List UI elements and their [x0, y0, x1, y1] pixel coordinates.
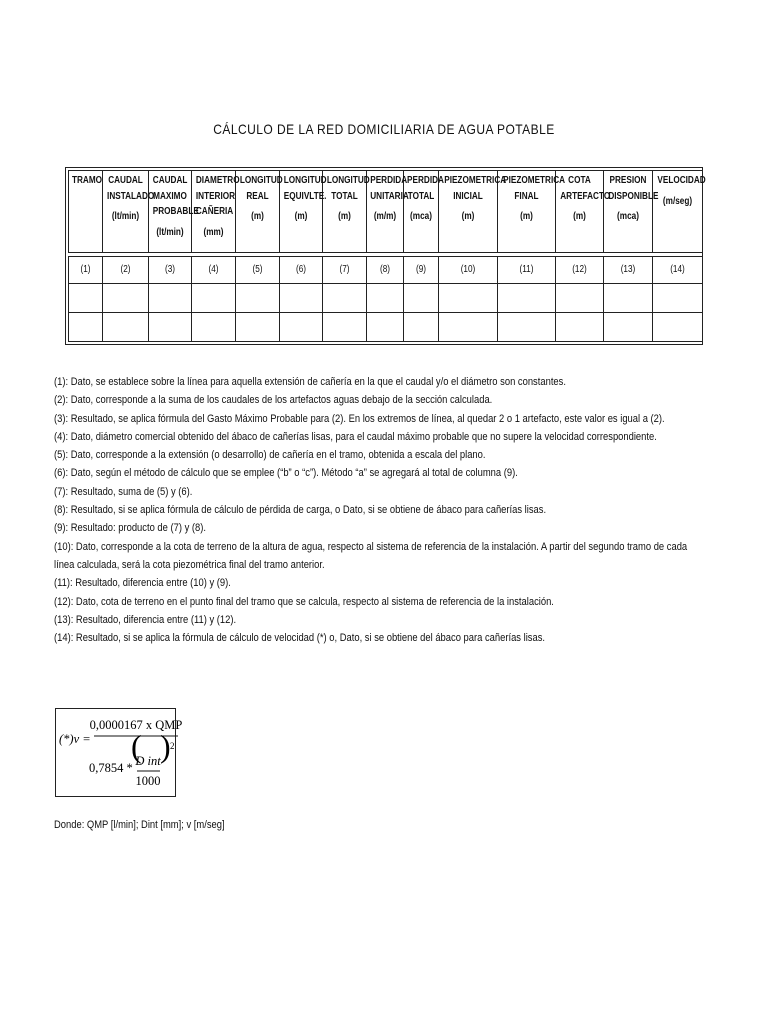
note-line: (6): Dato, según el método de cálculo que se emplee (“b” o “c”). Método “a” se agregará al total de columna (9).	[54, 467, 518, 480]
column-number: (1)	[80, 264, 91, 275]
column-header-line: CAÑERIA	[195, 206, 234, 217]
column-header-line: LONGITUD	[239, 175, 283, 186]
column-number-cell	[236, 257, 280, 284]
column-unit: (mca)	[410, 211, 432, 222]
velocity-formula-graphic	[56, 709, 183, 798]
table-cell	[653, 313, 703, 342]
column-number: (5)	[252, 264, 263, 275]
column-header	[404, 171, 444, 253]
column-header-line: INTERIOR	[195, 190, 236, 202]
column-header-line: LONGITUD	[326, 175, 370, 186]
column-header-line: EQUIVLTE.	[283, 190, 327, 202]
note-line: (12): Dato, cota de terreno en el punto final del tramo que se calcula, respecto al sistema de referencia de la instalación.	[54, 595, 554, 608]
table-header-row	[69, 171, 703, 253]
table-cell	[604, 284, 653, 313]
table-cell	[367, 284, 404, 313]
column-header-line: INSTALADO	[107, 190, 155, 202]
column-number-cell	[149, 257, 192, 284]
column-header-line: MAXIMO	[153, 190, 187, 202]
table-cell	[498, 284, 556, 313]
column-header-line: PERDIDA	[370, 175, 408, 186]
column-header	[280, 171, 327, 253]
note-line: (3): Resultado, se aplica fórmula del Gasto Máximo Probable para (2). En los extremos de línea, al quedar 2 o 1 artefacto, este valor es igual a (2).	[54, 412, 665, 425]
formula-left-paren: (	[131, 728, 142, 764]
table-cell	[103, 284, 149, 313]
column-header-line: CAUDAL	[108, 175, 143, 186]
table-cell	[556, 313, 604, 342]
column-header-line: PRESION	[609, 175, 647, 186]
column-header	[653, 171, 706, 253]
column-header-line: DIAMETRO	[195, 175, 240, 186]
table-cell	[367, 313, 404, 342]
column-unit: (m/seg)	[662, 195, 693, 207]
table-cell	[192, 284, 236, 313]
column-unit: (m)	[573, 211, 586, 222]
column-unit: (lt/min)	[156, 226, 184, 238]
column-header	[323, 171, 370, 253]
note-line: (7): Resultado, suma de (5) y (6).	[54, 485, 193, 498]
table-cell	[404, 284, 439, 313]
column-header	[604, 171, 659, 253]
column-header-line: ARTEFACTO	[560, 190, 611, 202]
column-number-cell	[280, 257, 323, 284]
table-column-number-row	[69, 257, 703, 284]
table-cell	[280, 284, 323, 313]
table-cell	[236, 313, 280, 342]
column-header-line: REAL	[246, 190, 269, 202]
column-number: (3)	[164, 264, 176, 275]
table-cell	[192, 313, 236, 342]
formula-inner-numerator: D int	[135, 754, 161, 768]
column-number-cell	[404, 257, 439, 284]
table-cell	[498, 313, 556, 342]
column-number: (12)	[572, 264, 587, 275]
column-unit: (m)	[294, 211, 308, 222]
column-header	[192, 171, 240, 253]
formula-exponent: 2	[170, 741, 175, 751]
column-header-line: VELOCIDAD	[657, 175, 706, 186]
column-number: (8)	[379, 264, 391, 275]
calculation-table-frame	[65, 167, 706, 345]
note-line: (5): Dato, corresponde a la extensión (o desarrollo) de cañería en el tramo, obtenida a escala del plano.	[54, 449, 486, 462]
formula-lhs: (*)v =	[59, 732, 91, 746]
note-line: (14): Resultado, si se aplica la fórmula de cálculo de velocidad (*) o, Dato, si se obtiene del ábaco para cañerías lisas.	[54, 632, 546, 645]
column-number: (7)	[339, 264, 350, 275]
table-cell	[439, 284, 498, 313]
note-line: (9): Resultado: producto de (7) y (8).	[54, 522, 207, 535]
column-header	[149, 171, 199, 253]
column-number-cell	[604, 257, 653, 284]
table-cell	[69, 313, 103, 342]
table-cell	[149, 284, 192, 313]
column-unit: (mm)	[203, 226, 224, 238]
column-unit: (m/m)	[373, 211, 397, 222]
formula-denominator-coefficient: 0,7854 *	[89, 761, 133, 775]
formula-inner-denominator: 1000	[135, 774, 161, 788]
note-line: (10): Dato, corresponde a la cota de terreno de la altura de agua, respecto al sistema de referencia de la instalación. A partir del segundo tramo de cada	[54, 540, 688, 553]
column-header-line: PERDIDA	[407, 175, 444, 186]
formula-numerator: 0,0000167 x QMP	[89, 718, 183, 732]
table-cell	[404, 313, 439, 342]
column-header-line: TOTAL	[331, 190, 358, 202]
calculation-table	[68, 170, 706, 342]
column-header	[103, 171, 155, 253]
column-header-line: INICIAL	[453, 190, 483, 202]
column-unit: (m)	[251, 211, 264, 222]
column-number-cell	[556, 257, 604, 284]
table-cell	[653, 284, 703, 313]
column-header-line: TOTAL	[407, 190, 435, 202]
column-number: (14)	[670, 264, 685, 275]
table-cell	[103, 313, 149, 342]
note-line: (13): Resultado, diferencia entre (11) y (12).	[54, 613, 237, 626]
note-line: línea calculada, será la cota piezométrica final del tramo anterior.	[54, 558, 325, 571]
column-number-cell	[439, 257, 498, 284]
column-unit: (mca)	[617, 211, 639, 222]
column-header-line: PROBABLE	[152, 206, 199, 217]
column-header-line: PIEZOMETRICA	[444, 175, 507, 186]
table-cell	[439, 313, 498, 342]
column-number-cell	[323, 257, 367, 284]
column-number-cell	[69, 257, 103, 284]
column-header	[69, 171, 103, 253]
note-line: (1): Dato, se establece sobre la línea para aquella extensión de cañería en la que el caudal y/o el diámetro son constantes.	[54, 376, 566, 388]
column-header-line: DISPONIBLE	[608, 190, 659, 202]
column-header-line: UNITARIA	[370, 190, 409, 202]
units-legend: Donde: QMP [l/min]; Dint [mm]; v [m/seg]	[54, 819, 225, 831]
column-unit: (m)	[338, 211, 351, 222]
column-header	[498, 171, 566, 253]
notes-list	[54, 373, 724, 647]
table-cell	[323, 313, 367, 342]
table-cell	[69, 284, 103, 313]
column-header	[367, 171, 409, 253]
note-line: (4): Dato, diámetro comercial obtenido del ábaco de cañerías lisas, para el caudal máximo probable que no supere la velocidad correspondiente.	[54, 430, 657, 443]
column-number-cell	[498, 257, 556, 284]
column-unit: (lt/min)	[111, 211, 140, 222]
table-cell	[556, 284, 604, 313]
column-number-cell	[103, 257, 149, 284]
column-number-cell	[192, 257, 236, 284]
column-number-cell	[653, 257, 703, 284]
column-header-line: TRAMO	[71, 175, 103, 186]
column-header-line: PIEZOMETRICA	[503, 175, 566, 186]
column-header	[236, 171, 283, 253]
table-cell	[236, 284, 280, 313]
column-unit: (m)	[461, 211, 475, 222]
column-header	[439, 171, 507, 253]
table-cell	[280, 313, 323, 342]
column-header-line: COTA	[568, 175, 591, 186]
table-cell	[149, 313, 192, 342]
column-unit: (m)	[520, 211, 533, 222]
note-line: (8): Resultado, si se aplica fórmula de cálculo de pérdida de carga, o Dato, si se obtiene de ábaco para cañerías lisas.	[54, 504, 547, 517]
column-header	[556, 171, 611, 253]
table-row	[69, 313, 703, 342]
velocity-formula	[55, 708, 183, 797]
column-number-cell	[367, 257, 404, 284]
table-cell	[604, 313, 653, 342]
column-number: (13)	[620, 264, 636, 275]
column-number: (11)	[519, 264, 534, 275]
document-title: CÁLCULO DE LA RED DOMICILIARIA DE AGUA POTABLE	[213, 121, 555, 137]
note-line: (2): Dato, corresponde a la suma de los caudales de los artefactos aguas debajo de la sección calculada.	[54, 394, 493, 407]
table-row	[69, 284, 703, 313]
column-header-line: FINAL	[514, 190, 539, 202]
formula-right-paren: )	[160, 728, 171, 764]
column-number: (4)	[208, 264, 219, 275]
column-number: (6)	[295, 264, 307, 275]
column-number: (9)	[415, 264, 427, 275]
column-header-line: CAUDAL	[152, 175, 188, 186]
column-header-line: LONGITUD	[283, 175, 327, 186]
table-cell	[323, 284, 367, 313]
column-number: (2)	[120, 264, 131, 275]
column-number: (10)	[460, 264, 476, 275]
note-line: (11): Resultado, diferencia entre (10) y (9).	[54, 577, 231, 590]
